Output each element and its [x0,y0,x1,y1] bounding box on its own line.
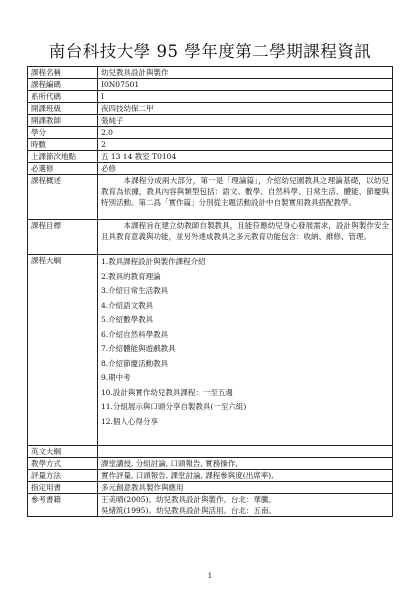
row-outline [28,255,393,446]
label-overview: 課程概述 [28,175,98,220]
label-dept-code: 系所代碼 [28,91,98,103]
outline-item: 5.介紹數學教具 [101,315,154,324]
value-dept-code: I [98,91,393,103]
value-required: 必修 [98,163,393,175]
row-credits [28,127,393,139]
label-hours: 時數 [28,139,98,151]
label-references: 參考書籍 [28,494,98,517]
row-overview [28,175,393,220]
label-course-code: 課程編碼 [28,79,98,91]
row-schedule [28,151,393,163]
objectives-text: 本課程旨在建立幼教師自製教具，且能符應幼兒身心發展需求，設計與製作安全且具教育意義與功能，並另外達成教具之多元教育功能包含：收納、維修、管理。 [101,221,389,241]
row-textbook [28,482,393,494]
row-hours [28,139,393,151]
outline-item: 10.設計與實作幼兒教具課程：一至五週 [101,387,233,397]
row-course-code [28,79,393,91]
label-method: 教學方式 [28,458,98,470]
value-schedule: 五 13 14 教室 T0104 [98,151,393,163]
label-objectives: 課程目標 [28,220,98,255]
value-credits: 2.0 [98,127,393,139]
value-english-outline [98,446,393,458]
page-number: 1 [207,572,213,580]
row-references [28,494,393,517]
outline-item: 4.介紹語文教具 [101,300,154,310]
row-english-outline [28,446,393,458]
label-credits: 學分 [28,127,98,139]
outline-item: 3.介紹日常生活教具 [101,286,169,295]
overview-text: 本課程分成兩大部分，第一是「理論篇」，介紹幼兒園教具之理論基礎，以幼兒教育為依據，教具內容與類型包括：語文、數學、自然科學、日常生活、體能、節慶與特別活動。第二爲「實作篇」分別從主題活動設計中自製實用教具搭配教學。 [101,176,389,207]
label-class: 開課班級 [28,103,98,115]
label-course-name: 課程名稱 [28,67,98,79]
outline-item: 2.教具的教育理論 [101,271,161,281]
row-dept-code [28,91,393,103]
reference-item: 吳緒筑(1995)。幼兒教具設計與活用。台北：五南。 [101,506,276,515]
row-teacher [28,115,393,127]
label-teacher: 開課教師 [28,115,98,127]
outline-item: 8.介紹節慶活動教具 [101,358,169,368]
outline-item: 11.分組展示與口頭分享自製教具(一至六組) [101,402,247,411]
value-hours: 2 [98,139,393,151]
outline-item: 1.教具課程設計與製作課程介紹 [101,257,206,266]
row-evaluation [28,470,393,482]
label-schedule: 上課節次地點 [28,151,98,163]
outline-item: 6.介紹自然科學教具 [101,329,169,339]
row-method [28,458,393,470]
label-evaluation: 評量方法 [28,470,98,482]
value-course-code: I0N07501 [98,79,393,91]
label-textbook: 指定用書 [28,482,98,494]
course-info-table [27,66,393,517]
row-course-name [28,67,393,79]
label-required: 必選修 [28,163,98,175]
row-required [28,163,393,175]
row-class [28,103,393,115]
page-title: 南台科技大學 95 學年度第二學期課程資訊 [48,42,372,61]
value-course-name: 幼兒教具設計與製作 [98,67,393,79]
row-objectives [28,220,393,255]
outline-item: 12.個人心得分享 [101,416,158,426]
outline-item: 7.介紹體能與遊戲教具 [101,344,176,353]
reference-item: 王美晴(2005)。幼兒教具設計與製作。台北：華騰。 [101,495,276,504]
value-evaluation: 實作評量, 口頭報告, 課堂討論, 課程參與度(出席率), [98,470,393,482]
value-textbook: 多元創意教具製作與應用 [98,482,393,494]
value-method: 課堂講授, 分組討論, 口頭報告, 實務操作, [98,458,393,470]
label-english-outline: 英文大綱 [28,446,98,458]
outline-list [101,255,389,429]
value-teacher: 張純子 [98,115,393,127]
value-class: 夜四技幼保二甲 [98,103,393,115]
outline-item: 9.期中考 [101,373,131,382]
label-outline: 課程大綱 [28,255,98,446]
